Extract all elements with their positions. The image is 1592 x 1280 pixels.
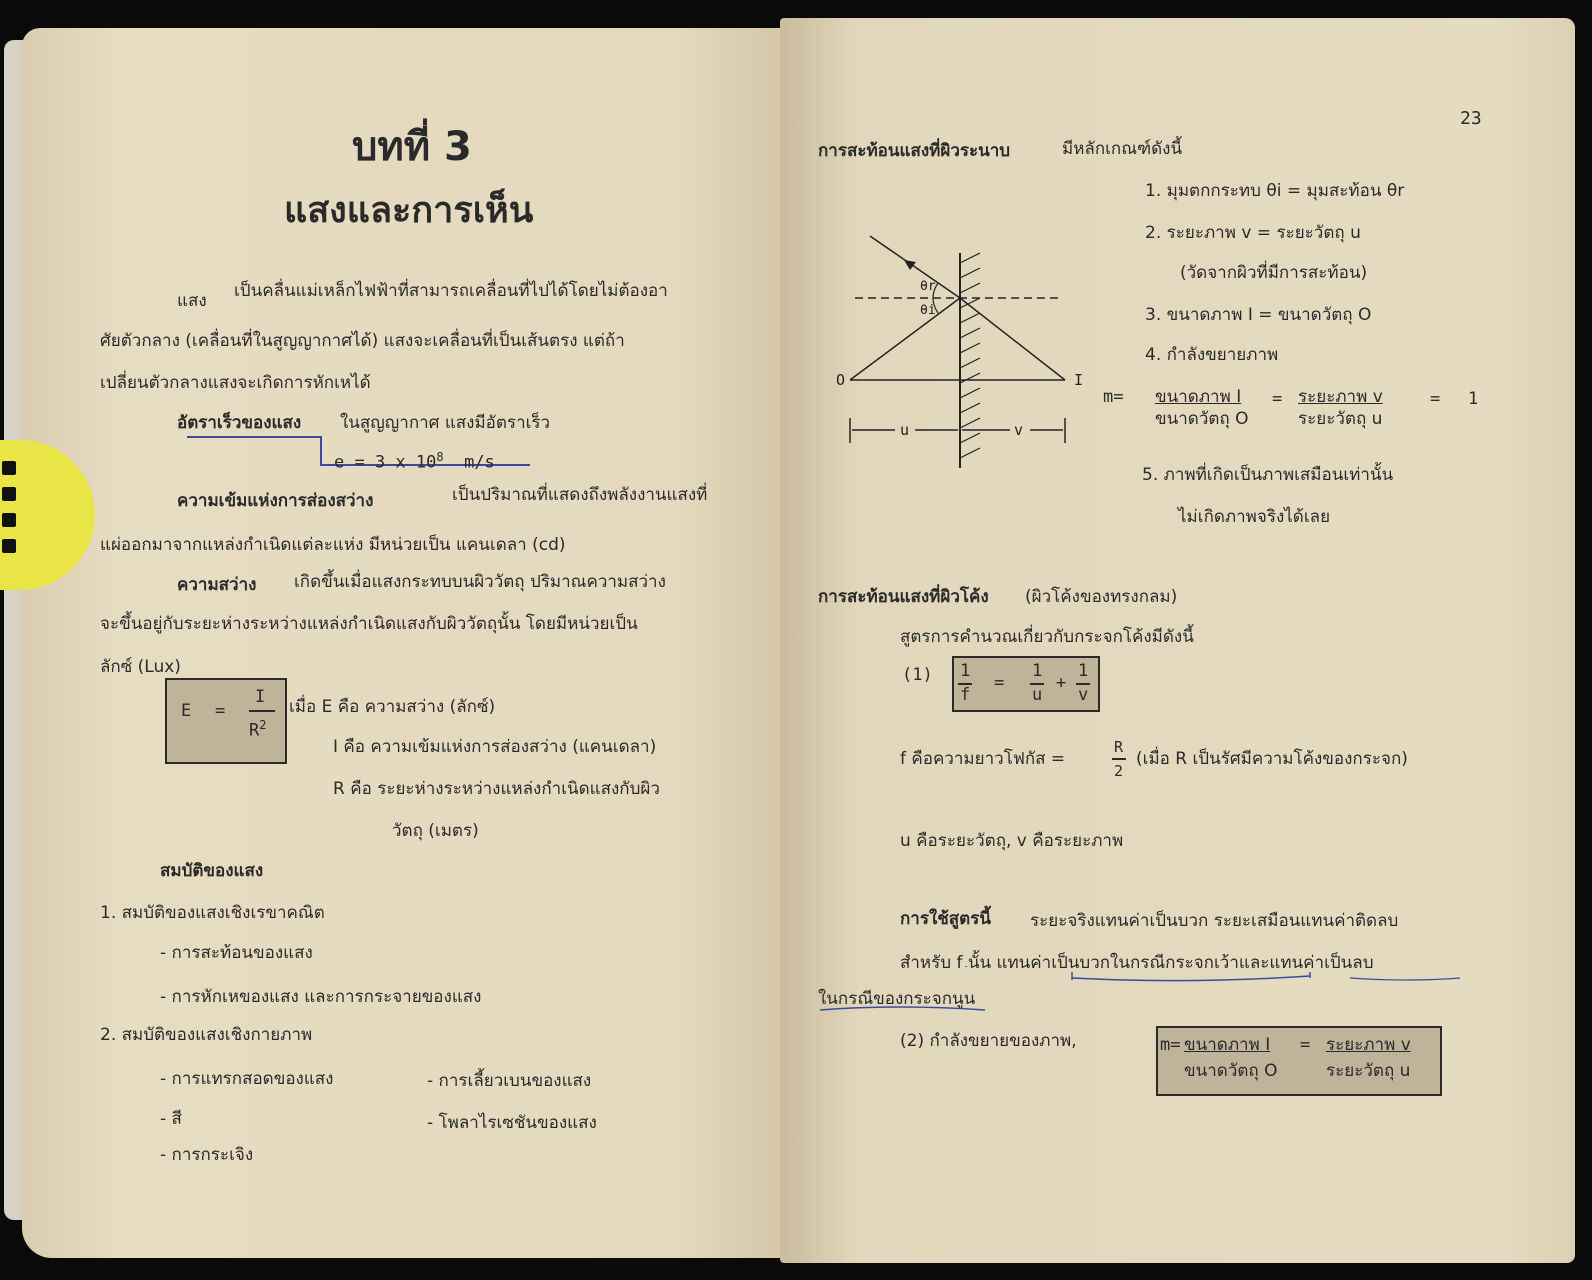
label-u: u [900,421,910,439]
focal-text-a: f คือความยาวโฟกัส = [900,749,1066,769]
uv-text: u คือระยะวัตถุ, v คือระยะภาพ [900,831,1124,851]
incident-ray [870,236,960,298]
chapter-title: บทที่ 3 [352,124,472,170]
label-theta-r: θr [920,279,936,294]
bookmark-holes [0,455,20,565]
page-number: 23 [1460,108,1482,129]
property-2e: - การกระเจิง [160,1145,254,1165]
property-2: 2. สมบัติของแสงเชิงกายภาพ [100,1025,313,1045]
intro-line3: เปลี่ยนตัวกลางแสงจะเกิดการหักเหได้ [100,373,371,393]
focal-den: 2 [1114,762,1124,780]
curved-intro: สูตรการคำนวณเกี่ยวกับกระจกโค้งมีดังนี้ [900,627,1194,647]
lux-formula-box [165,678,287,764]
magnification-den2: ระยะวัตถุ u [1298,409,1383,429]
formula-fraction-line [249,710,275,712]
mirror-hatching [960,253,980,458]
f1-d1: f [960,685,971,705]
magnification-eq2: = [1430,389,1441,409]
properties-heading: สมบัติของแสง [160,861,264,881]
intensity-line2: แผ่ออกมาจากแหล่งกำเนิดแต่ละแห่ง มีหน่วยเป็น แคนเดลา (cd) [100,535,566,555]
rule-2-note: (วัดจากผิวที่มีการสะท้อน) [1180,263,1368,283]
image-ray [960,298,1065,380]
f1-d3: v [1078,685,1089,705]
focal-num: R [1114,738,1124,756]
curved-reflection-heading-rest: (ผิวโค้งของทรงกลม) [1025,587,1178,607]
label-object: O [836,371,846,389]
magnification-num2: ระยะภาพ v [1298,387,1383,407]
usage-line3: ในกรณีของกระจกนูน [818,989,976,1009]
f1-n1: 1 [960,661,971,681]
illuminance-line1: เกิดขึ้นเมื่อแสงกระทบบนผิววัตถุ ปริมาณความสว่าง [294,572,666,592]
label-v: v [1014,421,1024,439]
speed-underline [187,436,322,438]
usage-heading: การใช้สูตรนี้ [900,909,991,929]
magnification-formula-box [1156,1026,1442,1096]
rule-3: 3. ขนาดภาพ I = ขนาดวัตถุ O [1145,305,1372,325]
illuminance-line2: จะขึ้นอยู่กับระยะห่างระหว่างแหล่งกำเนิดแสงกับผิววัตถุนั้น โดยมีหน่วยเป็น [100,614,638,634]
rule-2: 2. ระยะภาพ v = ระยะวัตถุ u [1145,223,1361,243]
property-1b: - การหักเหของแสง และการกระจายของแสง [160,987,482,1007]
f2-den1: ขนาดวัตถุ O [1184,1061,1278,1081]
f2-num2: ระยะภาพ v [1326,1035,1411,1055]
f1-n3: 1 [1078,661,1089,681]
label-image: I [1074,371,1084,389]
property-2d: - โพลาไรเซชันของแสง [427,1113,597,1133]
magnification-eq: = [1272,389,1283,409]
definition-1: เมื่อ E คือ ความสว่าง (ลักซ์) [289,697,496,717]
formula-den: $R^2$ [249,718,267,741]
formula-lhs: E [181,701,192,721]
f1-n2: 1 [1032,661,1043,681]
curved-reflection-heading: การสะท้อนแสงที่ผิวโค้ง [818,587,989,607]
speed-text: ในสูญญากาศ แสงมีอัตราเร็ว [340,413,551,433]
intensity-line1: เป็นปริมาณที่แสดงถึงพลังงานแสงที่ [452,485,708,505]
label-theta-i: θi [920,303,936,318]
property-1: 1. สมบัติของแสงเชิงเรขาคณิต [100,903,325,923]
f1-eq: = [994,673,1005,693]
formula-eq: = [215,701,226,721]
magnification-label: m= [1103,387,1124,407]
rule-5: 5. ภาพที่เกิดเป็นภาพเสมือนเท่านั้น [1142,465,1394,485]
definition-3: R คือ ระยะห่างระหว่างแหล่งกำเนิดแสงกับผิว [333,779,660,799]
property-2b: - การเลี้ยวเบนของแสง [427,1071,592,1091]
property-2a: - การแทรกสอดของแสง [160,1069,334,1089]
rule-4: 4. กำลังขยายภาพ [1145,345,1279,365]
property-1a: - การสะท้อนของแสง [160,943,313,963]
usage-line2: สำหรับ f นั้น แทนค่าเป็นบวกในกรณีกระจกเว้าและแทนค่าเป็นลบ [900,953,1374,973]
f2-num1: ขนาดภาพ I [1184,1035,1271,1055]
right-page [780,18,1575,1263]
f2-m: m= [1160,1035,1181,1055]
speed-bracket [320,436,322,466]
left-page [22,28,790,1258]
formula2-label: (2) กำลังขยายของภาพ, [900,1031,1077,1051]
rule-1: 1. มุมตกกระทบ θi = มุมสะท้อน θr [1145,181,1405,201]
magnification-value: 1 [1468,389,1479,409]
intro-line2: ศัยตัวกลาง (เคลื่อนที่ในสูญญากาศได้) แสงจะเคลื่อนที่เป็นเส้นตรง แต่ถ้า [100,331,625,351]
speed-formula: e = 3 x $10^8$ m/s [334,450,495,473]
f1-plus: + [1056,673,1067,693]
intro-term: แสง [177,291,207,311]
plane-reflection-heading-rest: มีหลักเกณฑ์ดังนี้ [1062,139,1183,159]
ray-arrow [904,260,916,270]
formula-num: I [255,687,266,707]
focal-text-b: (เมื่อ R เป็นรัศมีความโค้งของกระจก) [1136,749,1408,769]
plane-reflection-heading: การสะท้อนแสงที่ผิวระนาบ [818,141,1011,161]
chapter-subtitle: แสงและการเห็น [284,190,534,231]
property-2c: - สี [160,1109,182,1129]
f2-den2: ระยะวัตถุ u [1326,1061,1411,1081]
definition-2: I คือ ความเข้มแห่งการส่องสว่าง (แคนเดลา) [333,737,657,757]
mirror-formula-box [952,656,1100,712]
intro-line1: เป็นคลื่นแม่เหล็กไฟฟ้าที่สามารถเคลื่อนที่ไปได้โดยไม่ต้องอา [234,281,668,301]
f1-d2: u [1032,685,1043,705]
illuminance-term: ความสว่าง [177,575,257,595]
magnification-den1: ขนาดวัตถุ O [1155,409,1249,429]
plane-mirror-diagram [820,198,1090,488]
f2-eq: = [1300,1035,1311,1055]
object-ray [850,298,960,380]
definition-4: วัตถุ (เมตร) [392,821,479,841]
usage-line1: ระยะจริงแทนค่าเป็นบวก ระยะเสมือนแทนค่าติดลบ [1030,911,1399,931]
intensity-term: ความเข้มแห่งการส่องสว่าง [177,491,374,511]
speed-term: อัตราเร็วของแสง [177,413,302,433]
rule-5-b: ไม่เกิดภาพจริงได้เลย [1178,507,1331,527]
formula1-tag: (1) [902,665,933,685]
handwritten-underlines [810,966,1510,1016]
illuminance-line3: ลักซ์ (Lux) [100,657,181,677]
magnification-num1: ขนาดภาพ I [1155,387,1242,407]
